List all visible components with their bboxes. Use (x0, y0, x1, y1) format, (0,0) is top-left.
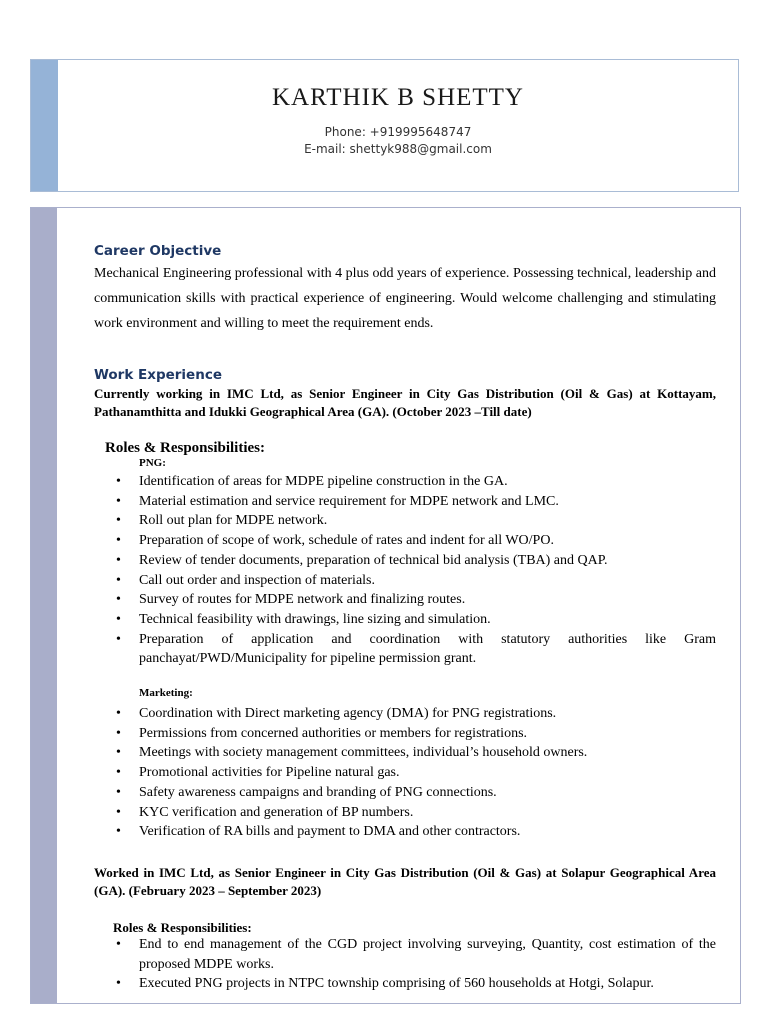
email-address: E-mail: shettyk988@gmail.com (304, 142, 492, 156)
marketing-subheading: Marketing: (139, 687, 193, 699)
body-accent-bar (31, 208, 57, 1003)
png-responsibilities-list (139, 472, 716, 669)
job-summary: Worked in IMC Ltd, as Senior Engineer in City Gas Distribution (Oil & Gas) at Solapur Geographical Area (GA). (February 2023 – September 2023) (94, 865, 716, 898)
candidate-name: KARTHIK B SHETTY (272, 84, 524, 111)
roles-heading: Roles & Responsibilities: (113, 920, 252, 935)
list-item: • Safety awareness campaigns and branding of PNG connections. (139, 783, 716, 803)
list-item: • Preparation of scope of work, schedule of rates and indent for all WO/PO. (139, 531, 716, 551)
list-item: • Promotional activities for Pipeline natural gas. (139, 763, 716, 783)
work-experience-heading: Work Experience (94, 367, 222, 383)
career-objective-heading: Career Objective (94, 243, 222, 259)
list-item: • Verification of RA bills and payment to DMA and other contractors. (139, 822, 716, 842)
list-item: • Coordination with Direct marketing agency (DMA) for PNG registrations. (139, 704, 716, 724)
career-objective-text: Mechanical Engineering professional with 4 plus odd years of experience. Possessing technical, leadership and communication skills with practical experience of engineering. Would welcome challenging and stimulating work environment and willing to meet the requirement ends. (94, 266, 716, 331)
solapur-responsibilities-list (139, 935, 716, 994)
list-item: • KYC verification and generation of BP numbers. (139, 803, 716, 823)
list-item: • Executed PNG projects in NTPC township comprising of 560 households at Hotgi, Solapur. (139, 974, 716, 994)
list-item: • Roll out plan for MDPE network. (139, 511, 716, 531)
roles-heading: Roles & Responsibilities: (105, 440, 266, 456)
list-item: • Permissions from concerned authorities or members for registrations. (139, 724, 716, 744)
header-box (30, 59, 739, 192)
list-item: • Review of tender documents, preparation of technical bid analysis (TBA) and QAP. (139, 551, 716, 571)
phone-number: Phone: +919995648747 (324, 125, 472, 139)
list-item: • Identification of areas for MDPE pipeline construction in the GA. (139, 472, 716, 492)
job-summary: Currently working in IMC Ltd, as Senior Engineer in City Gas Distribution (Oil & Gas) at Kottayam, Pathanamthitta and Idukki Geographical Area (GA). (October 2023 –Till date) (94, 386, 716, 419)
list-item: • Technical feasibility with drawings, line sizing and simulation. (139, 610, 716, 630)
marketing-responsibilities-list (139, 704, 716, 842)
header-accent-bar (31, 60, 58, 191)
list-item: • Call out order and inspection of materials. (139, 571, 716, 591)
png-subheading: PNG: (139, 457, 166, 469)
list-item: • Meetings with society management committees, individual’s household owners. (139, 743, 716, 763)
list-item: • End to end management of the CGD project involving surveying, Quantity, cost estimation of the proposed MDPE works. (139, 935, 716, 974)
list-item: • Preparation of application and coordination with statutory authorities like Gram panchayat/PWD/Municipality for pipeline permission grant. (139, 630, 716, 669)
list-item: • Survey of routes for MDPE network and finalizing routes. (139, 590, 716, 610)
list-item: • Material estimation and service requirement for MDPE network and LMC. (139, 492, 716, 512)
